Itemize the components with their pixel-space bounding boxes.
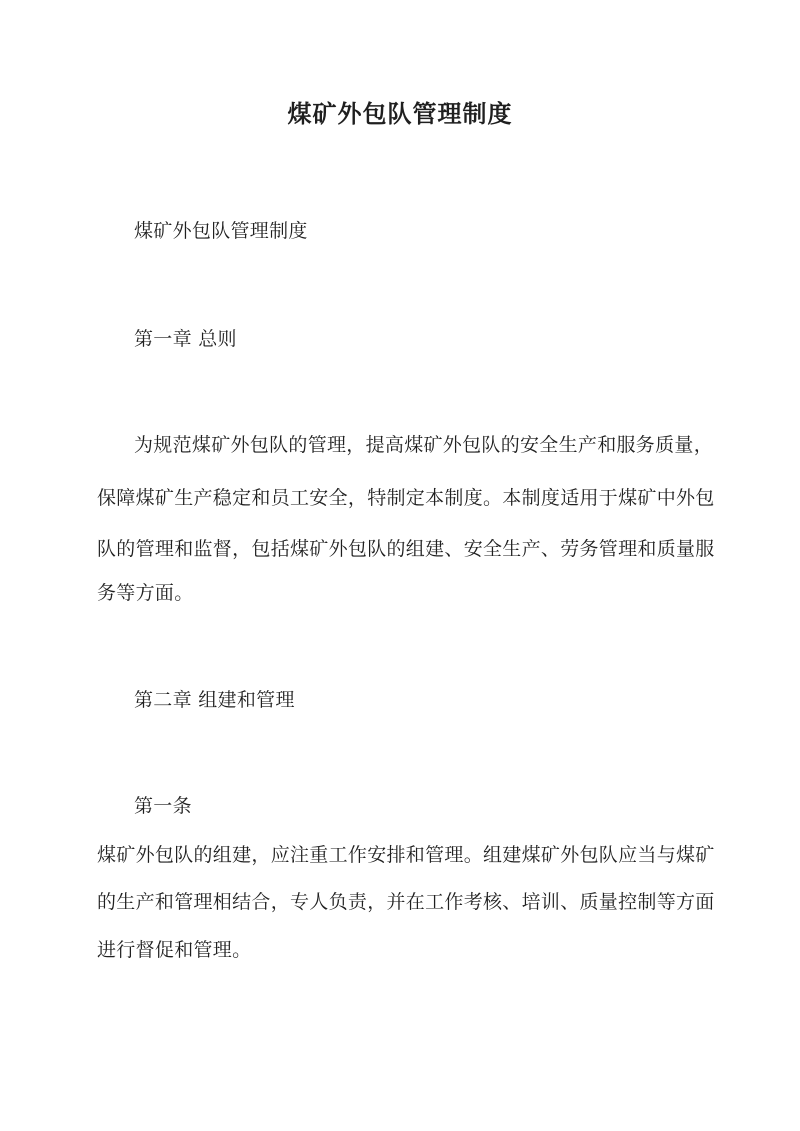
- article-1-paragraph-line: 的生产和管理相结合，专人负责，并在工作考核、培训、质量控制等方面: [97, 891, 715, 913]
- chapter-1-heading: 第一章 总则: [134, 328, 237, 350]
- document-subtitle: 煤矿外包队管理制度: [134, 220, 308, 242]
- chapter-2-heading: 第二章 组建和管理: [134, 689, 295, 711]
- chapter-1-paragraph-line: 队的管理和监督，包括煤矿外包队的组建、安全生产、劳务管理和质量服: [97, 538, 715, 560]
- article-1-label: 第一条: [134, 795, 192, 817]
- article-1-paragraph-line: 进行督促和管理。: [97, 939, 252, 961]
- chapter-1-paragraph-line: 为规范煤矿外包队的管理，提高煤矿外包队的安全生产和服务质量，: [134, 434, 714, 456]
- document-title: 煤矿外包队管理制度: [287, 99, 513, 128]
- chapter-1-paragraph-line: 保障煤矿生产稳定和员工安全，特制定本制度。本制度适用于煤矿中外包: [97, 487, 715, 509]
- chapter-1-paragraph-line: 务等方面。: [97, 582, 194, 604]
- article-1-paragraph-line: 煤矿外包队的组建，应注重工作安排和管理。组建煤矿外包队应当与煤矿: [97, 844, 715, 866]
